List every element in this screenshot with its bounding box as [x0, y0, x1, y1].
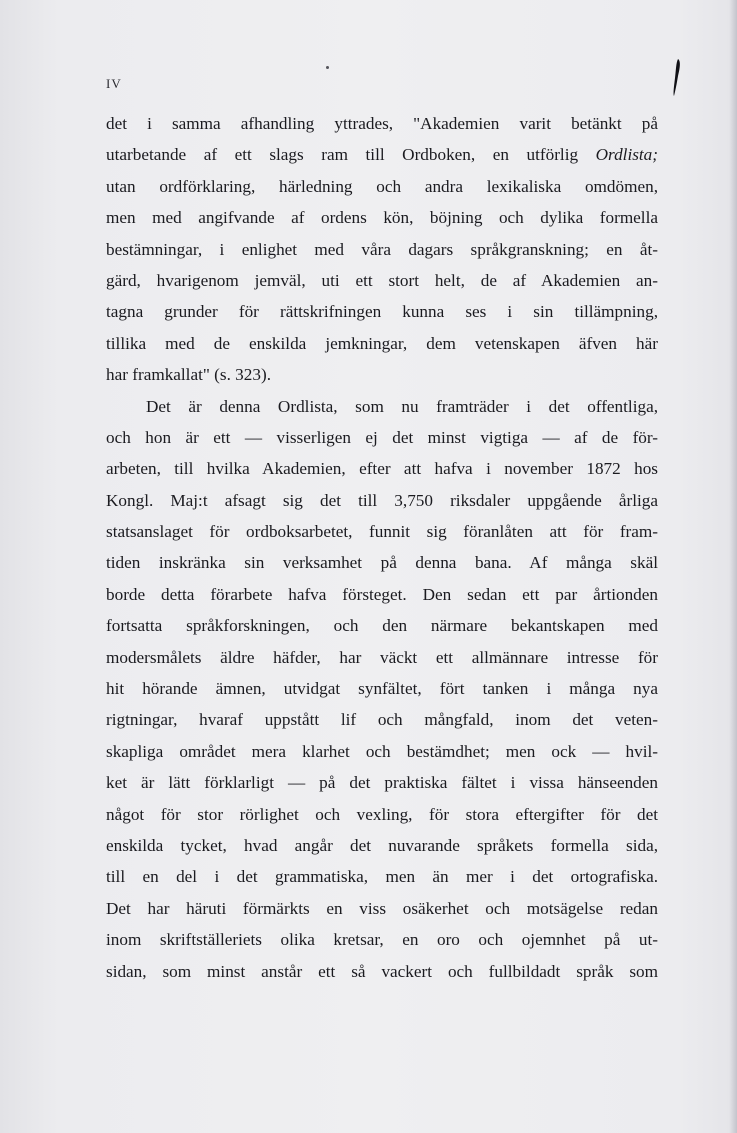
- text-line: skapliga området mera klarhet och bestämdhet; men ock — hvil-: [106, 741, 658, 761]
- paragraph-start-line: Det är denna Ordlista, som nu framträder i det offentliga,: [146, 396, 658, 416]
- text-line: bestämningar, i enlighet med våra dagars språkgranskning; en åt-: [106, 239, 658, 259]
- text-line: rigtningar, hvaraf uppstått lif och mångfald, inom det veten-: [106, 710, 658, 730]
- text-line: Kongl. Maj:t afsagt sig det till 3,750 riksdaler uppgående årliga: [106, 490, 658, 510]
- text-line: fortsatta språkforskningen, och den närmare bekantskapen med: [106, 616, 658, 636]
- text-line-segment: utarbetande af ett slags ram till Ordboken, en utförlig: [106, 145, 596, 165]
- text-line: arbeten, till hvilka Akademien, efter att hafva i november 1872 hos: [106, 459, 658, 479]
- italic-term: Ordlista;: [595, 145, 658, 165]
- text-line: sidan, som minst anstår ett så vackert och fullbildadt språk som: [106, 961, 658, 981]
- text-line: till en del i det grammatiska, men än mer i det ortografiska.: [106, 867, 658, 887]
- text-line: statsanslaget för ordboksarbetet, funnit sig föranlåten att för fram-: [106, 522, 658, 542]
- text-line: men med angifvande af ordens kön, böjning och dylika formella: [106, 208, 658, 228]
- page-edge-shadow: [729, 0, 737, 1133]
- text-line: ket är lätt förklarligt — på det praktiska fältet i vissa hänseenden: [106, 773, 658, 793]
- text-line: tillika med de enskilda jemkningar, dem vetenskapen äfven här: [106, 333, 658, 353]
- ink-dot: [326, 66, 329, 69]
- text-line: borde detta förarbete hafva försteget. Den sedan ett par årtionden: [106, 584, 658, 604]
- text-line: något för stor rörlighet och vexling, för stora eftergifter för det: [106, 804, 658, 824]
- text-line: tagna grunder för rättskrifningen kunna ses i sin tillämpning,: [106, 302, 658, 322]
- text-line: Det har häruti förmärkts en viss osäkerhet och motsägelse redan: [106, 898, 658, 918]
- text-line: inom skriftställeriets olika kretsar, en oro och ojemnhet på ut-: [106, 930, 658, 950]
- paragraph-end-line: har framkallat" (s. 323).: [106, 365, 271, 385]
- text-line: utan ordförklaring, härledning och andra lexikaliska omdömen,: [106, 176, 658, 196]
- text-line: enskilda tycket, hvad angår det nuvarande språkets formella sida,: [106, 835, 658, 855]
- page-number: IV: [106, 76, 122, 91]
- text-line: gärd, hvarigenom jemväl, uti ett stort helt, de af Akademien an-: [106, 270, 658, 290]
- text-line: och hon är ett — visserligen ej det minst vigtiga — af de för-: [106, 427, 658, 447]
- text-line: det i samma afhandling yttrades, "Akademien varit betänkt på: [106, 114, 658, 133]
- text-line: [106, 139, 658, 170]
- text-line: modersmålets äldre häfder, har väckt ett allmännare intresse för: [106, 647, 658, 667]
- text-line: hit hörande ämnen, utvidgat synfältet, fört tanken i många nya: [106, 679, 658, 699]
- text-line: tiden inskränka sin verksamhet på denna bana. Af många skäl: [106, 553, 658, 573]
- body-text: [106, 108, 658, 987]
- ink-stroke-mark: [672, 58, 682, 98]
